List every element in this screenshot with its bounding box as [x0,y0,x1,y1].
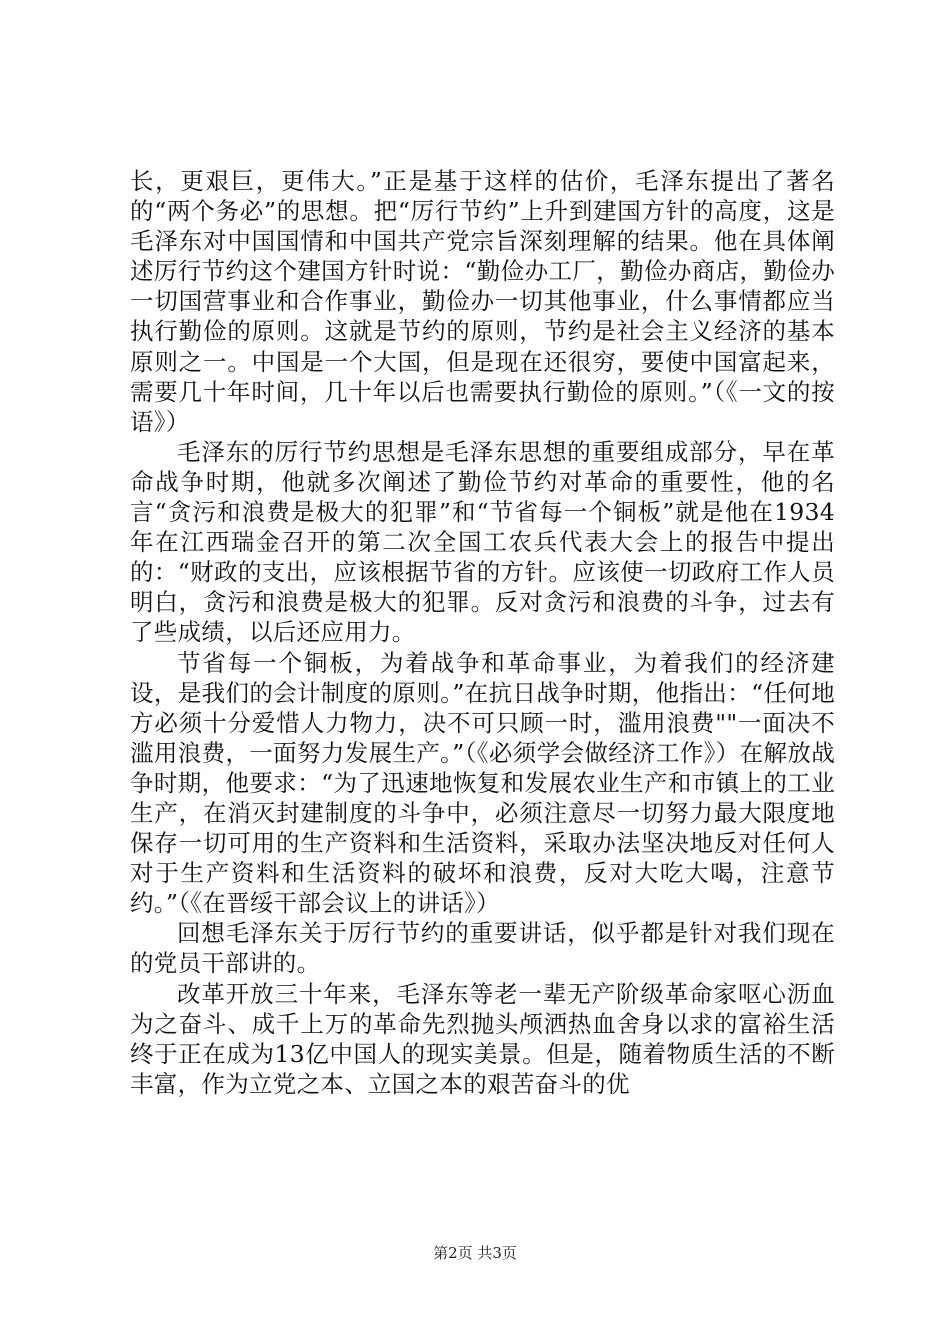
page-number-footer: 第2页 共3页 [433,1244,517,1262]
paragraph: 改革开放三十年来，毛泽东等老一辈无产阶级革命家呕心沥血为之奋斗、成千上万的革命先烈抛头颅洒热血舍身以求的富裕生活终于正在成为13亿中国人的现实美景。但是，随着物质生活的不断丰富，作为立党之本、立国之本的艰苦奋斗的优 [130,979,835,1098]
paragraph: 节省每一个铜板，为着战争和革命事业，为着我们的经济建设，是我们的会计制度的原则。”在抗日战争时期，他指出：“任何地方必须十分爱惜人力物力，决不可只顾一时，滥用浪费""一面决不滥用浪费，一面努力发展生产。”（《必须学会做经济工作》）在解放战争时期，他要求：“为了迅速地恢复和发展农业生产和市镇上的工业生产，在消灭封建制度的斗争中，必须注意尽一切努力最大限度地保存一切可用的生产资料和生活资料，采取办法坚决地反对任何人对于生产资料和生活资料的破坏和浪费，反对大吃大喝，注意节约。”（《在晋绥干部会议上的讲话》） [130,648,835,918]
document-body [130,166,835,1099]
paragraph: 毛泽东的厉行节约思想是毛泽东思想的重要组成部分，早在革命战争时期，他就多次阐述了勤俭节约对革命的重要性，他的名言“贪污和浪费是极大的犯罪”和“节省每一个铜板”就是他在1934年在江西瑞金召开的第二次全国工农兵代表大会上的报告中提出的：“财政的支出，应该根据节省的方针。应该使一切政府工作人员明白，贪污和浪费是极大的犯罪。反对贪污和浪费的斗争，过去有了些成绩，以后还应用力。 [130,437,835,647]
paragraph: 回想毛泽东关于厉行节约的重要讲话，似乎都是针对我们现在的党员干部讲的。 [130,919,835,978]
paragraph-continuation: 长，更艰巨，更伟大。”正是基于这样的估价，毛泽东提出了著名的“两个务必”的思想。把“厉行节约”上升到建国方针的高度，这是毛泽东对中国国情和中国共产党宗旨深刻理解的结果。他在具体阐述厉行节约这个建国方针时说：“勤俭办工厂，勤俭办商店，勤俭办一切国营事业和合作事业，勤俭办一切其他事业，什么事情都应当执行勤俭的原则。这就是节约的原则，节约是社会主义经济的基本原则之一。中国是一个大国，但是现在还很穷，要使中国富起来，需要几十年时间，几十年以后也需要执行勤俭的原则。”（《一文的按语》） [130,167,835,436]
